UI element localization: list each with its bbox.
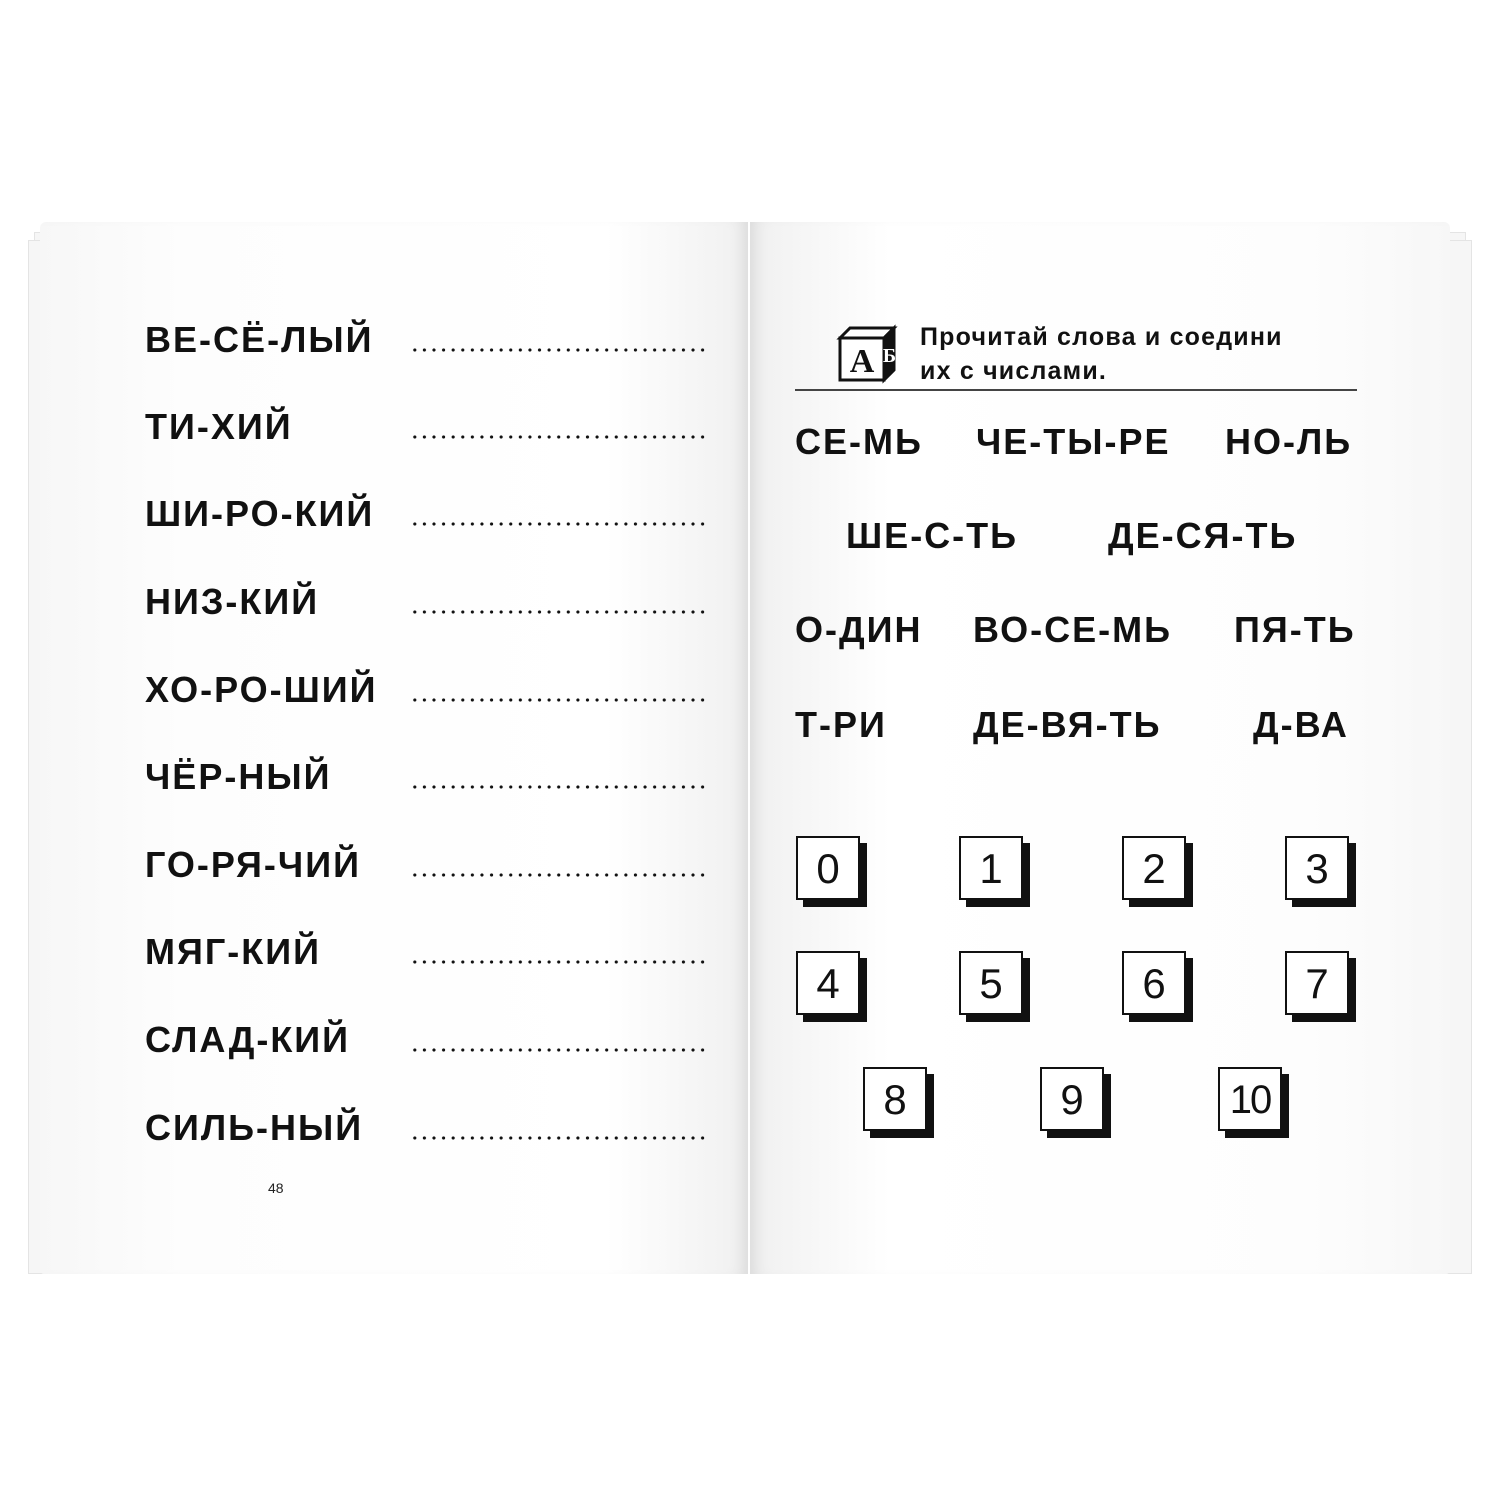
number-box: 7 [1285,951,1349,1015]
number-word: ВО-СЕ-МЬ [973,609,1172,650]
syllable-word: МЯГ-КИЙ [145,931,321,972]
syllable-word: СЛАД-КИЙ [145,1019,351,1060]
dotted-answer-line [410,698,706,702]
word-row [145,318,705,368]
dotted-answer-line [410,522,706,526]
number-box: 3 [1285,836,1349,900]
page-number: 48 [268,1180,284,1196]
word-row [145,668,705,718]
dotted-answer-line [410,785,706,789]
word-row [145,1018,705,1068]
syllable-word: ШИ-РО-КИЙ [145,493,375,534]
task-instruction [920,320,1360,388]
syllable-word: ВЕ-СЁ-ЛЫЙ [145,319,374,360]
number-word: Т-РИ [795,704,887,745]
dotted-answer-line [410,1136,706,1140]
number-word: ПЯ-ТЬ [1234,609,1356,650]
number-word: ЧЕ-ТЫ-РЕ [976,421,1171,462]
number-box: 1 [959,836,1023,900]
syllable-word: СИЛЬ-НЫЙ [145,1107,364,1148]
word-row [145,755,705,805]
header-divider [795,389,1357,391]
number-word: Д-ВА [1253,704,1349,745]
number-box: 10 [1218,1067,1282,1131]
dotted-answer-line [410,610,706,614]
word-row [145,843,705,893]
ab-cube-icon [836,324,898,384]
number-box: 4 [796,951,860,1015]
number-word: ШЕ-С-ТЬ [846,515,1019,556]
syllable-word: ХО-РО-ШИЙ [145,669,378,710]
syllable-word: ЧЁР-НЫЙ [145,756,332,797]
syllable-word: ГО-РЯ-ЧИЙ [145,844,361,885]
number-word: ДЕ-СЯ-ТЬ [1108,515,1298,556]
word-row [145,580,705,630]
word-row [145,1106,705,1156]
word-row [145,492,705,542]
number-box: 8 [863,1067,927,1131]
number-word: НО-ЛЬ [1225,421,1353,462]
number-box: 6 [1122,951,1186,1015]
cube-letter-side: Б [882,345,897,367]
number-word: ДЕ-ВЯ-ТЬ [973,704,1162,745]
dotted-answer-line [410,960,706,964]
dotted-answer-line [410,435,706,439]
syllable-word: НИЗ-КИЙ [145,581,320,622]
number-word: СЕ-МЬ [795,421,923,462]
cube-letter-front: А [849,343,875,380]
instruction-line: Прочитай слова и соедини [920,323,1283,351]
syllable-word: ТИ-ХИЙ [145,406,293,447]
dotted-answer-line [410,348,706,352]
number-box: 5 [959,951,1023,1015]
number-box: 2 [1122,836,1186,900]
dotted-answer-line [410,873,706,877]
word-row [145,405,705,455]
word-row [145,930,705,980]
instruction-line: их с числами. [920,357,1108,385]
number-box: 0 [796,836,860,900]
number-word: О-ДИН [795,609,923,650]
dotted-answer-line [410,1048,706,1052]
number-box: 9 [1040,1067,1104,1131]
